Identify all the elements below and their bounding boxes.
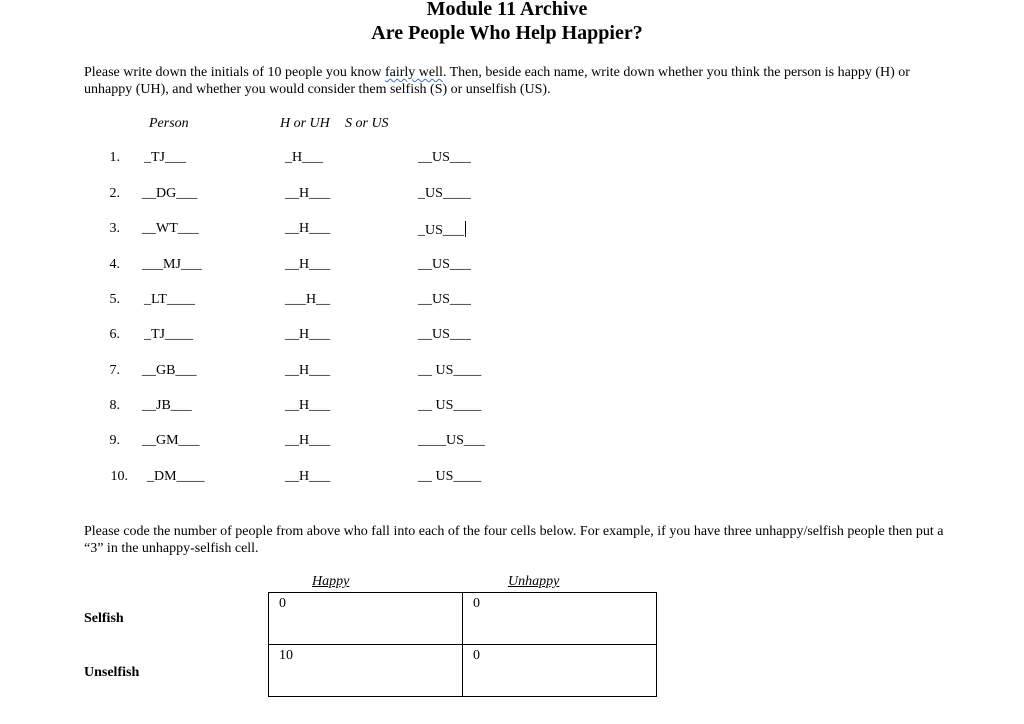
selfish-field[interactable]: __US___: [418, 327, 471, 342]
selfish-field[interactable]: __ US____: [418, 363, 482, 378]
header-happy: H or UH: [280, 116, 330, 131]
selfish-field[interactable]: __US___: [418, 150, 471, 165]
instructions-paragraph: [84, 64, 944, 98]
column-header-unhappy: Unhappy: [508, 574, 560, 589]
selfish-field[interactable]: __ US____: [418, 398, 482, 413]
row-number: 7.: [109, 363, 120, 378]
response-row: [0, 433, 1024, 453]
header-selfish: S or US: [345, 116, 389, 131]
cell-unselfish-unhappy[interactable]: 0: [463, 645, 657, 697]
instructions-text-start: Please write down the initials of 10 people you know: [84, 65, 385, 80]
row-number: 10.: [110, 469, 128, 484]
response-row: [0, 150, 1024, 170]
person-initials-field[interactable]: _DM____: [147, 469, 205, 484]
selfish-field[interactable]: __US___: [418, 257, 471, 272]
happy-field[interactable]: __H___: [285, 398, 331, 413]
header-person: Person: [149, 116, 189, 131]
happy-field[interactable]: ___H__: [285, 292, 331, 307]
person-initials-field[interactable]: ___MJ___: [142, 257, 202, 272]
row-number: 4.: [109, 257, 120, 272]
row-number: 3.: [109, 221, 120, 236]
row-number: 6.: [109, 327, 120, 342]
row-number: 8.: [109, 398, 120, 413]
cell-selfish-unhappy[interactable]: 0: [463, 593, 657, 645]
response-row: [0, 221, 1024, 241]
page-subtitle: Are People Who Help Happier?: [371, 22, 643, 44]
spellcheck-flagged-text[interactable]: fairly well: [384, 65, 443, 80]
person-initials-field[interactable]: _TJ____: [144, 327, 193, 342]
selfish-field-active[interactable]: [418, 221, 466, 239]
person-initials-field[interactable]: __WT___: [142, 221, 199, 236]
instructions-text-end: . Then, beside each name, write down whether you think the person is happy (H) or unhappy (UH), and whether you would consider them selfish (S) or unselfish (US).: [84, 65, 910, 97]
row-number: 5.: [109, 292, 120, 307]
happy-field[interactable]: __H___: [285, 469, 331, 484]
person-initials-field[interactable]: __GM___: [142, 433, 200, 448]
person-initials-field[interactable]: _LT____: [144, 292, 195, 307]
response-row: [0, 257, 1024, 277]
response-row: [0, 327, 1024, 347]
cell-unselfish-happy[interactable]: 10: [269, 645, 463, 697]
happy-field[interactable]: __H___: [285, 363, 331, 378]
selfish-field[interactable]: __ US____: [418, 469, 482, 484]
row-number: 1.: [109, 150, 120, 165]
selfish-field-text: _US___: [418, 223, 464, 238]
response-row: [0, 398, 1024, 418]
person-initials-field[interactable]: _TJ___: [144, 150, 186, 165]
coding-grid: [268, 592, 657, 697]
response-row: [0, 186, 1024, 206]
cell-selfish-happy[interactable]: 0: [269, 593, 463, 645]
person-initials-field[interactable]: __DG___: [142, 186, 198, 201]
selfish-field[interactable]: __US___: [418, 292, 471, 307]
selfish-field[interactable]: ____US___: [418, 433, 485, 448]
coding-instructions: Please code the number of people from above who fall into each of the four cells below. For example, if you have three unhappy/selfish people then put a “3” in the unhappy-selfish cell.: [84, 524, 944, 556]
row-label-unselfish: Unselfish: [84, 665, 140, 680]
happy-field[interactable]: __H___: [285, 433, 331, 448]
page-title: Module 11 Archive: [426, 0, 588, 20]
person-initials-field[interactable]: __GB___: [142, 363, 197, 378]
selfish-field[interactable]: _US____: [418, 186, 471, 201]
column-header-happy: Happy: [312, 574, 350, 589]
response-row: [0, 469, 1024, 489]
happy-field[interactable]: __H___: [285, 186, 331, 201]
text-cursor: [465, 221, 466, 237]
happy-field[interactable]: __H___: [285, 221, 331, 236]
happy-field[interactable]: __H___: [285, 257, 331, 272]
response-row: [0, 363, 1024, 383]
happy-field[interactable]: _H___: [285, 150, 324, 165]
person-initials-field[interactable]: __JB___: [142, 398, 192, 413]
row-number: 2.: [109, 186, 120, 201]
response-row: [0, 292, 1024, 312]
happy-field[interactable]: __H___: [285, 327, 331, 342]
row-label-selfish: Selfish: [84, 611, 124, 626]
row-number: 9.: [109, 433, 120, 448]
